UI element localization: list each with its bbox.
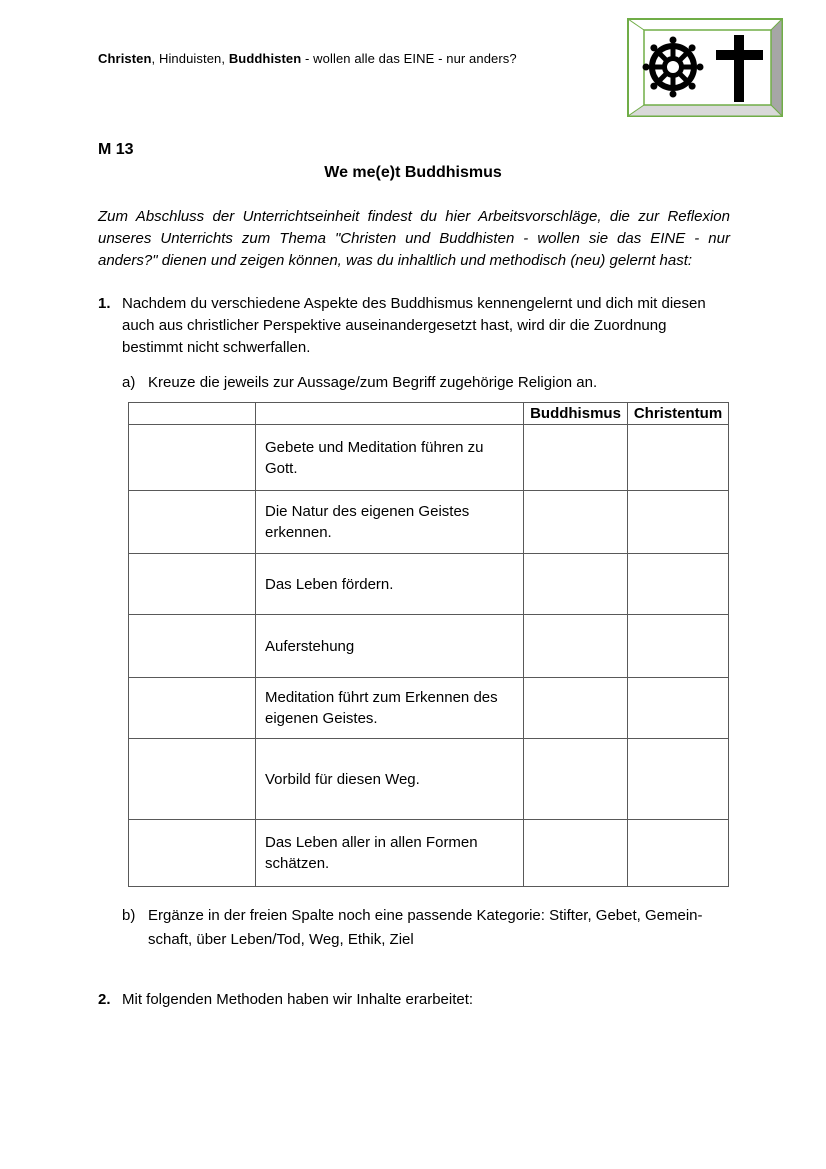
statement-cell: Auferstehung — [256, 615, 524, 678]
task-1a-text: Kreuze die jeweils zur Aussage/zum Begriff zugehörige Religion an. — [148, 374, 598, 391]
task-1a — [122, 372, 742, 394]
christentum-answer-cell[interactable] — [628, 678, 729, 739]
category-cell[interactable] — [129, 820, 256, 887]
header-word-buddhisten: Buddhisten — [228, 51, 302, 66]
category-cell[interactable] — [129, 678, 256, 739]
task-2-text: Mit folgenden Methoden haben wir Inhalte erarbeitet: — [122, 991, 474, 1008]
table-header-statement — [256, 403, 524, 425]
buddhismus-answer-cell[interactable] — [524, 491, 628, 554]
task-1-text: Nachdem du verschiedene Aspekte des Buddhismus kennengelernt und dich mit diesen auch aus christlicher Perspektive auseinandergesetzt hast, wird dir die Zuordnung bestimmt nicht schwerfallen. — [122, 295, 706, 356]
table-row — [129, 615, 729, 678]
task-1 — [98, 293, 730, 359]
buddhismus-answer-cell[interactable] — [524, 554, 628, 615]
category-cell[interactable] — [129, 554, 256, 615]
intro-line: Zum Abschluss der Unterrichtseinheit findest du hier Arbeitsvorschläge, die zur Reflexion — [98, 208, 730, 225]
christentum-answer-cell[interactable] — [628, 425, 729, 491]
buddhismus-answer-cell[interactable] — [524, 678, 628, 739]
table-row — [129, 678, 729, 739]
task-2 — [98, 989, 758, 1011]
statement-cell: Vorbild für diesen Weg. — [256, 739, 524, 820]
table-row — [129, 820, 729, 887]
christentum-answer-cell[interactable] — [628, 615, 729, 678]
statement-cell: Gebete und Meditation führen zu Gott. — [256, 425, 524, 491]
table-row — [129, 491, 729, 554]
task-1-number: 1. — [98, 295, 111, 312]
page-title: We me(e)t Buddhismus — [324, 164, 502, 181]
task-1b-label: b) — [122, 907, 136, 924]
category-cell[interactable] — [129, 615, 256, 678]
statement-cell: Das Leben aller in allen Formen schätzen. — [256, 820, 524, 887]
buddhismus-answer-cell[interactable] — [524, 425, 628, 491]
table-header-row — [129, 403, 729, 425]
category-cell[interactable] — [129, 425, 256, 491]
statement-cell: Die Natur des eigenen Geistes erkennen. — [256, 491, 524, 554]
table-header-category — [129, 403, 256, 425]
christentum-answer-cell[interactable] — [628, 554, 729, 615]
task-2-number: 2. — [98, 991, 111, 1008]
dharma-wheel-icon — [643, 37, 704, 98]
statement-cell: Das Leben fördern. — [256, 554, 524, 615]
header-word-christen: Christen — [98, 51, 152, 66]
category-cell[interactable] — [129, 491, 256, 554]
table-row — [129, 554, 729, 615]
buddhismus-answer-cell[interactable] — [524, 739, 628, 820]
table-row — [129, 425, 729, 491]
religion-assignment-table — [128, 402, 729, 887]
christentum-answer-cell[interactable] — [628, 739, 729, 820]
religions-logo — [627, 18, 783, 117]
table-header-buddhismus: Buddhismus — [524, 403, 628, 425]
material-code: M 13 — [98, 141, 134, 158]
christentum-answer-cell[interactable] — [628, 491, 729, 554]
table-row — [129, 739, 729, 820]
buddhismus-answer-cell[interactable] — [524, 615, 628, 678]
buddhismus-answer-cell[interactable] — [524, 820, 628, 887]
logo-frame — [627, 18, 783, 117]
intro-line: unseres Unterrichts zum Thema "Christen und Buddhisten - wollen sie das EINE - nur — [98, 230, 730, 247]
intro-line: anders?" dienen und zeigen können, was du inhaltlich und methodisch (neu) gelernt hast: — [98, 252, 693, 269]
running-header: Christen, Hinduisten, Buddhisten - wollen alle das EINE - nur anders? — [98, 51, 517, 66]
statement-cell: Meditation führt zum Erkennen des eigenen Geistes. — [256, 678, 524, 739]
intro-paragraph — [98, 206, 730, 272]
task-1a-label: a) — [122, 374, 136, 391]
christentum-answer-cell[interactable] — [628, 820, 729, 887]
task-1b-text: Ergänze in der freien Spalte noch eine passende Kategorie: Stifter, Gebet, Gemein- schaft, über Leben/Tod, Weg, Ethik, Ziel — [148, 907, 703, 948]
table-header-christentum: Christentum — [628, 403, 729, 425]
category-cell[interactable] — [129, 739, 256, 820]
task-1b — [122, 904, 762, 952]
